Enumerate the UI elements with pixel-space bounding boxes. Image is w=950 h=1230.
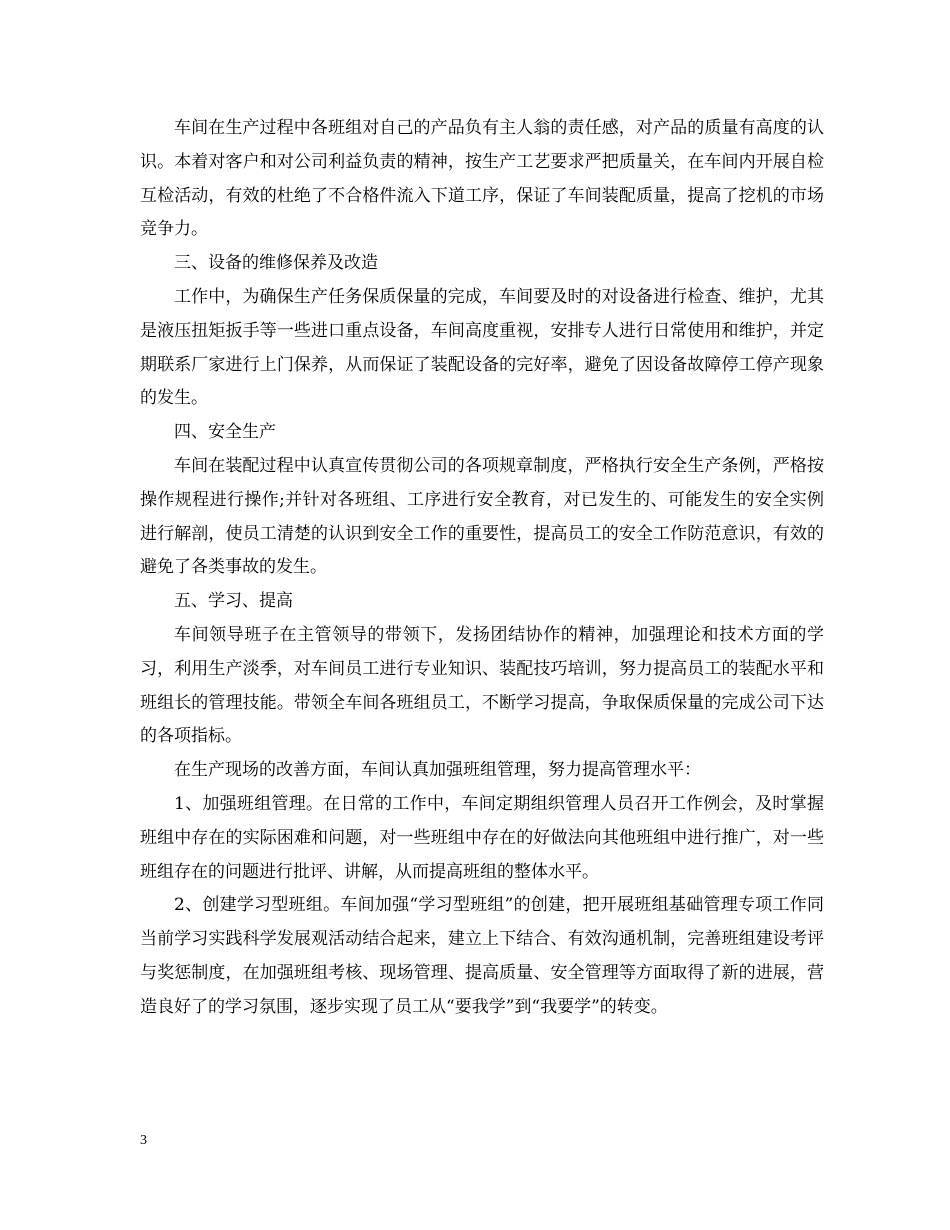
paragraph-quality: 车间在生产过程中各班组对自己的产品负有主人翁的责任感，对产品的质量有高度的认识。本着对客户和对公司利益负责的精神，按生产工艺要求严把质量关，在车间内开展自检互检活动，有效的杜绝了不合格件流入下道工序，保证了车间装配质量，提高了挖机的市场竞争力。 bbox=[140, 118, 824, 240]
paragraph-safety-production: 车间在装配过程中认真宣传贯彻公司的各项规章制度，严格执行安全生产条例，严格按操作规程进行操作;并针对各班组、工序进行安全教育，对已发生的、可能发生的安全实例进行解剖，使员工清楚的认识到安全工作的重要性，提高员工的安全工作防范意识，有效的避免了各类事故的发生。 bbox=[140, 455, 824, 578]
paragraph-learning-team: 2、创建学习型班组。车间加强“学习型班组”的创建，把开展班组基础管理专项工作同当前学习实践科学发展观活动结合起来，建立上下结合、有效沟通机制，完善班组建设考评与奖惩制度，在加强班组考核、现场管理、提高质量、安全管理等方面取得了新的进展，营造良好了的学习氛围，逐步实现了员工从“要我学”到“我要学”的转变。 bbox=[140, 895, 824, 1017]
page-number: 3 bbox=[140, 1133, 147, 1148]
heading-safety-production: 四、安全生产 bbox=[174, 422, 276, 443]
paragraph-site-improvement: 在生产现场的改善方面，车间认真加强班组管理，努力提高管理水平： bbox=[174, 760, 701, 781]
paragraph-equipment-maintenance: 工作中，为确保生产任务保质保量的完成，车间要及时的对设备进行检查、维护，尤其是液压扭矩扳手等一些进口重点设备，车间高度重视，安排专人进行日常使用和维护，并定期联系厂家进行上门保养，从而保证了装配设备的完好率，避免了因设备故障停工停产现象的发生。 bbox=[140, 286, 824, 409]
document-body bbox=[140, 112, 824, 1025]
heading-learning-improvement: 五、学习、提高 bbox=[174, 591, 293, 612]
paragraph-team-management: 1、加强班组管理。在日常的工作中，车间定期组织管理人员召开工作例会，及时掌握班组中存在的实际困难和问题，对一些班组中存在的好做法向其他班组中进行推广，对一些班组存在的问题进行批评、讲解，从而提高班组的整体水平。 bbox=[140, 793, 824, 882]
heading-equipment-maintenance: 三、设备的维修保养及改造 bbox=[174, 253, 378, 274]
paragraph-learning-improvement: 车间领导班子在主管领导的带领下，发扬团结协作的精神，加强理论和技术方面的学习，利用生产淡季，对车间员工进行专业知识、装配技巧培训，努力提高员工的装配水平和班组长的管理技能。带领全车间各班组员工，不断学习提高，争取保质保量的完成公司下达的各项指标。 bbox=[140, 624, 824, 747]
